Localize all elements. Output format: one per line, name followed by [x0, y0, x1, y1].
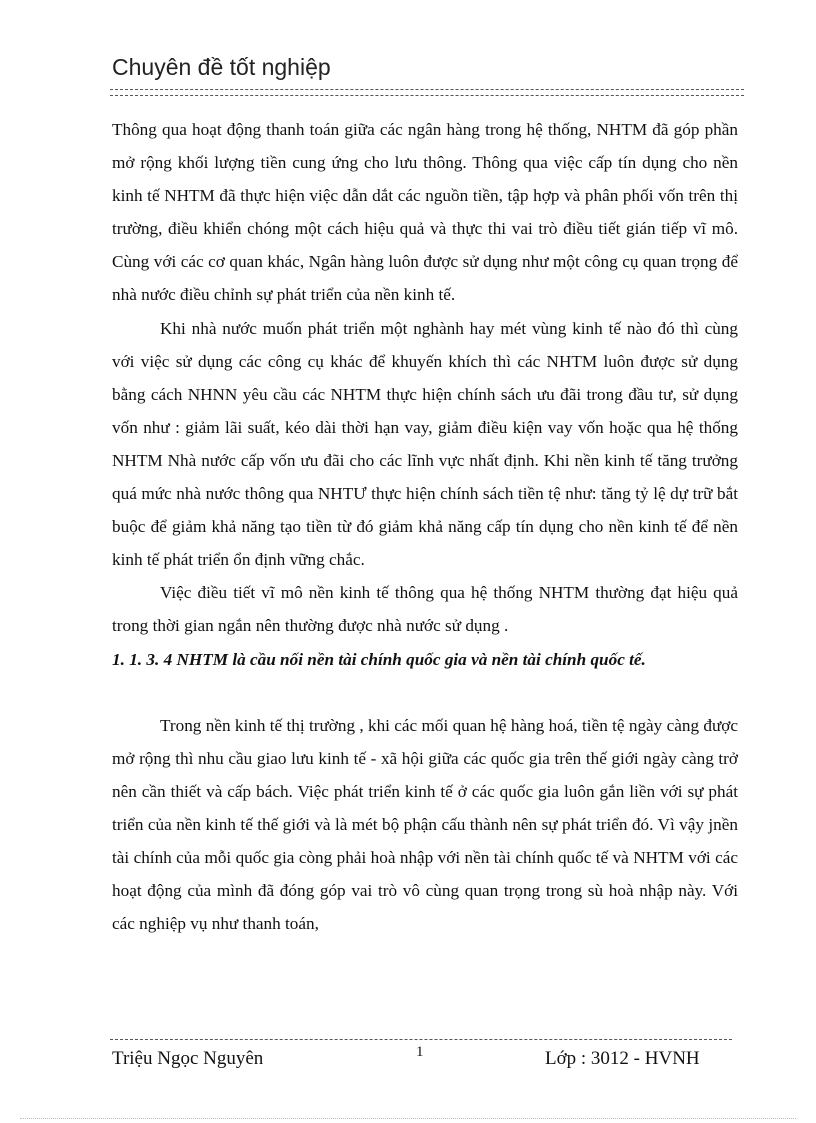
- document-body: [112, 113, 738, 940]
- section-heading: 1. 1. 3. 4 NHTM là cầu nối nền tài chính quốc gia và nền tài chính quốc tế.: [112, 649, 646, 669]
- footer-class-label: Lớp : 3012 - HVNH: [545, 1048, 700, 1069]
- paragraph-4: Trong nền kinh tế thị trường , khi các mối quan hệ hàng hoá, tiền tệ ngày càng được mở rộng thì nhu cầu giao lưu kinh tế - xã hội giữa các quốc gia trên thế giới ngày càng trở nên cần thiết và cấp bách. Việc phát triển kinh tế ở các quốc gia luôn gắn liền với sự phát triển của nền kinh tế thế giới và là mét bộ phận cấu thành nên sự phát triển đó. Vì vậy jnền tài chính của mỗi quốc gia còng phải hoà nhập với nền tài chính quốc tế và NHTM với các hoạt động của mình đã đóng góp vai trò vô cùng quan trọng trong sù hoà nhập này. Với các nghiệp vụ như thanh toán,: [112, 715, 738, 934]
- page-number: 1: [416, 1044, 424, 1060]
- footer-author: Triệu Ngọc Nguyên: [112, 1048, 264, 1069]
- header-divider-secondary: [110, 95, 744, 96]
- page-header-title: Chuyên đề tốt nghiệp: [112, 54, 331, 80]
- page-edge-dots: [20, 1118, 796, 1119]
- paragraph-3: Việc điều tiết vĩ mô nền kinh tế thông qua hệ thống NHTM thường đạt hiệu quả trong thời gian ngắn nên thường được nhà nước sử dụng .: [112, 583, 738, 636]
- paragraph-2: Khi nhà nước muốn phát triển một nghành hay mét vùng kinh tế nào đó thì cùng với việc sử dụng các công cụ khác để khuyến khích thì các NHTM luôn được sử dụng bằng cách NHNN yêu cầu các NHTM thực hiện chính sách ưu đãi trong đầu tư, sử dụng vốn như : giảm lãi suất, kéo dài thời hạn vay, giảm điều kiện vay vốn hoặc qua hệ thống NHTM Nhà nước cấp vốn ưu đãi cho các lĩnh vực nhất định. Khi nền kinh tế tăng trưởng quá mức nhà nước thông qua NHTƯ thực hiện chính sách tiền tệ như: tăng tỷ lệ dự trữ bắt buộc để giảm khả năng tạo tiền từ đó giảm khả năng cấp tín dụng cho nền kinh tế để nền kinh tế phát triển ổn định vững chắc.: [112, 318, 738, 570]
- header-divider: [110, 89, 744, 90]
- paragraph-1: Thông qua hoạt động thanh toán giữa các ngân hàng trong hệ thống, NHTM đã góp phần mở rộng khối lượng tiền cung ứng cho lưu thông. Thông qua việc cấp tín dụng cho nền kinh tế NHTM đã thực hiện việc dẫn dắt các nguồn tiền, tập hợp và phân phối vốn trên thị trường, điều khiển chóng một cách hiệu quả và thực thi vai trò điều tiết gián tiếp vĩ mô. Cùng với các cơ quan khác, Ngân hàng luôn được sử dụng như một công cụ quan trọng để nhà nước điều chỉnh sự phát triển của nền kinh tế.: [112, 120, 738, 305]
- footer-divider: [110, 1039, 732, 1040]
